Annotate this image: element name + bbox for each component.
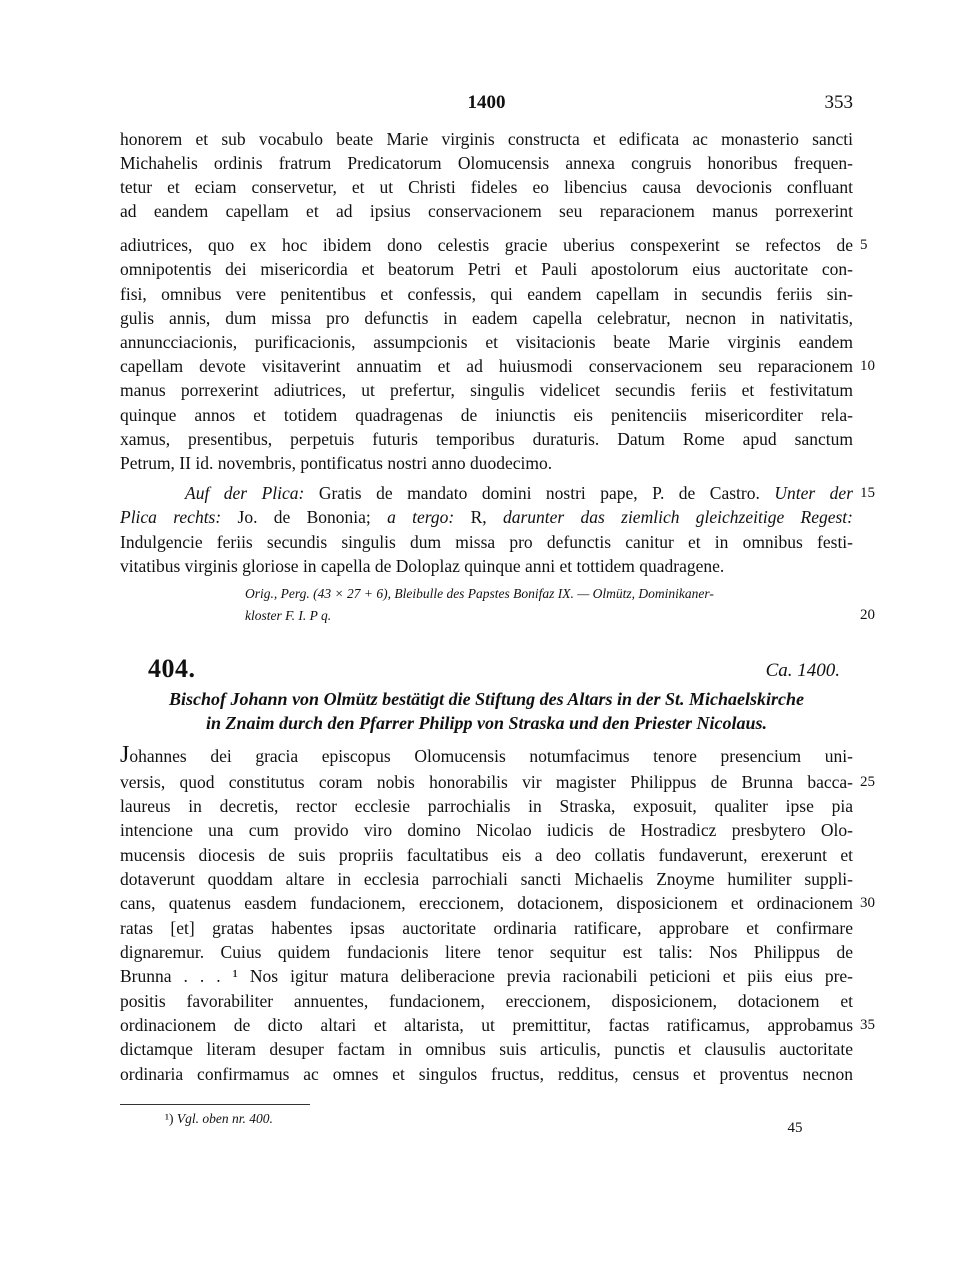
text-line: honorem et sub vocabulo beate Marie virginis constructa et edificata ac monasterio sancti [120,129,853,149]
text-line: dictamque literam desuper factam in omnibus suis articulis, punctis et clausulis auctoritate [120,1039,853,1059]
text-line: Michahelis ordinis fratrum Predicatorum Olomucensis annexa congruis honoribus frequen- [120,153,853,173]
margin-line-number: 15 [860,485,875,501]
text-line: xamus, presentibus, perpetuis futuris temporibus duraturis. Datum Rome apud sanctum [120,429,853,449]
initial-letter: J [120,742,130,768]
text-line: mucensis diocesis de suis propriis facultatibus eis a deo collatis fundaverunt, erexerunt et [120,845,853,865]
text-line: ordinaria confirmamus ac omnes et singulos fructus, redditus, census et proventus necnon [120,1064,853,1084]
text-line: manus porrexerint adiutrices, ut prefertur, singulis videlicet secundis feriis et festivitatum [120,380,853,400]
text-line: dignaremur. Cuius quidem fundacionis litere tenor sequitur est talis: Nos Philippus de [120,942,853,962]
text-line: fisi, omnibus vere penitentibus et confessis, qui eandem capellam in secundis feriis sin- [120,284,853,304]
text-span: ohannes dei gracia episcopus Olomucensis notumfacimus tenore presencium uni- [129,746,853,766]
margin-line-number: 25 [860,774,875,790]
text-line: dotaverunt quoddam altare in ecclesia parrochiali sancti Michaelis Znoyme humiliter suppli- [120,869,853,889]
margin-line-number: 35 [860,1017,875,1033]
margin-line-number: 30 [860,895,875,911]
plica-text: Gratis de mandato domini nostri pape, P. de Castro. [318,483,760,503]
text-line: capellam devote visitaverint annuatim et ad huiusmodi conservacionem seu reparacionem [120,356,853,376]
margin-line-number: 5 [860,237,868,253]
document-number: 404. [148,654,196,683]
footnote-rule [120,1104,310,1105]
plica-text: Jo. de Bononia; [237,507,371,527]
sheet-number: 45 [787,1120,803,1136]
margin-line-number: 10 [860,358,875,374]
plica-line [185,481,853,505]
margin-line-number: 20 [860,607,875,623]
plica-text: R, [470,507,487,527]
plica-line [120,505,853,529]
text-line: versis, quod constitutus coram nobis honorabilis vir magister Philippus de Brunna bacca- [120,772,853,792]
text-line [120,743,853,768]
header-year: 1400 [467,92,506,113]
footnote [165,1111,273,1127]
text-line: quinque annos et totidem quadragenas de iniunctis eis penitenciis misericorditer rela- [120,405,853,425]
plica-label: a tergo: [387,507,455,527]
text-line: tetur et eciam conservetur, et ut Christi fideles eo libencius causa devocionis confluant [120,177,853,197]
page-header [120,92,853,118]
regest-heading: Bischof Johann von Olmütz bestätigt die Stiftung des Altars in der St. Michaelskirche [169,689,804,709]
text-line: omnipotentis dei misericordia et beatorum Petri et Pauli apostolorum eius auctoritate con- [120,259,853,279]
source-note-line: Orig., Perg. (43 × 27 + 6), Bleibulle des Papstes Bonifaz IX. — Olmütz, Dominikaner- [245,586,714,601]
regest-heading: in Znaim durch den Pfarrer Philipp von Straska und den Priester Nicolaus. [205,713,768,733]
text-line: ratas [et] gratas habentes ipsas auctoritate ordinaria ratificare, approbare et confirmare [120,918,853,938]
source-note-line: kloster F. I. P q. [245,608,332,623]
text-line: cans, quatenus easdem fundacionem, ereccionem, dotacionem, disposicionem et ordinacionem [120,893,853,913]
text-line: adiutrices, quo ex hoc ibidem dono celestis gracie uberius conspexerint se refectos de [120,235,853,255]
plica-label: Auf der Plica: [185,483,305,503]
regest-text-line: Indulgencie feriis secundis singulis dum missa pro defunctis canitur et in omnibus festi- [120,532,853,552]
plica-label: darunter das ziemlich gleichzeitige Regest: [502,507,853,527]
text-line: positis favorabiliter annuentes, fundacionem, ereccionem, disposicionem, dotacionem et [120,991,853,1011]
text-line: gulis annis, dum missa pro defunctis in eadem capella celebratur, necnon in nativitatis, [120,308,853,328]
text-line: ordinacionem de dicto altari et altarista, ut premittitur, factas ratificamus, approbamus [120,1015,853,1035]
text-line: intencione una cum provido viro domino Nicolao iudicis de Hostradicz presbytero Olo- [120,820,853,840]
plica-label: Unter der [774,483,853,503]
footnote-text: Vgl. oben nr. 400. [176,1111,273,1126]
plica-label: Plica rechts: [120,507,222,527]
text-line: annuncciacionis, purificacionis, assumpcionis et visitacionis beate Marie virginis eandem [120,332,853,352]
text-line: Petrum, II id. novembris, pontificatus nostri anno duodecimo. [120,453,553,473]
text-line: laureus in decretis, rector ecclesie parrochialis in Straska, exposuit, qualiter ipse pia [120,796,853,816]
document-date: Ca. 1400. [765,660,840,681]
footnote-marker: ¹) [165,1111,174,1126]
page-number: 353 [824,92,853,113]
text-line: ad eandem capellam et ad ipsius conservacionem seu reparacionem manus porrexerint [120,201,853,221]
regest-text-line: vitatibus virginis gloriose in capella de Doloplaz quinque anni et tottidem quadragene. [120,556,725,576]
text-line: Brunna . . . ¹ Nos igitur matura deliberacione previa racionabili peticioni et piis eius pre- [120,966,853,986]
